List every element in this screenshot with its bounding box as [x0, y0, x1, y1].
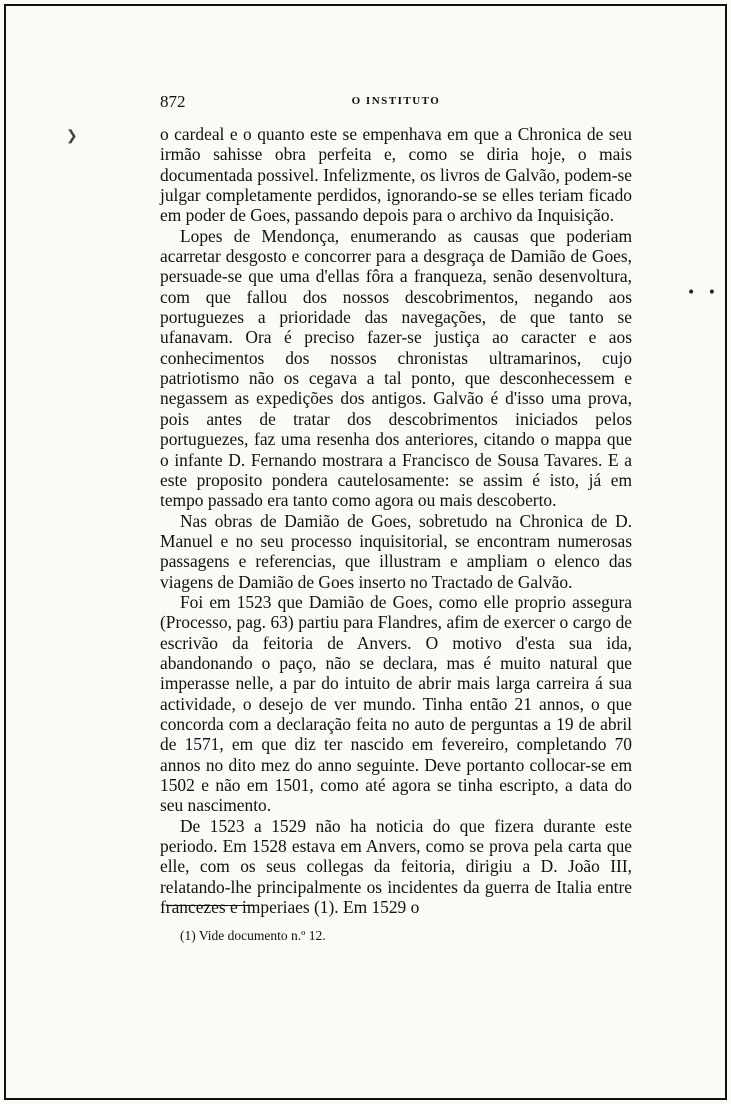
paragraph: De 1523 a 1529 não ha noticia do que fizera durante este periodo. Em 1528 estava em Anvers, como se prova pela carta que elle, com os seus collegas da feitoria, dirigiu a D. João III, relatando-lhe principalmente os incidentes da guerra de Italia entre francezes e imperiaes (1). Em 1529 o: [160, 815, 632, 918]
page-number: 872: [160, 92, 186, 111]
paragraph: Nas obras de Damião de Goes, sobretudo na Chronica de D. Manuel e no seu processo inquisitorial, se encontram numerosas passagens e referencias, que illustram e ampliam o elenco das viagens de Damião de Goes inserto no Tractado de Galvão.: [160, 510, 632, 592]
body-text: [160, 124, 632, 917]
paragraph: Foi em 1523 que Damião de Goes, como elle proprio assegura (Processo, pag. 63) partiu para Flandres, afim de exercer o cargo de escrivão da feitoria de Anvers. O motivo d'esta sua ida, abandonando o paço, não se declara, mas é muito natural que imperasse nelle, a par do intuito de abrir mais larga carreira á sua actividade, o desejo de ver mundo. Tinha então 21 annos, o que concorda com a declaração feita no auto de perguntas a 19 de abril de 1571, em que diz ter nascido em fevereiro, completando 70 annos no dito mez do anno seguinte. Deve portanto collocar-se em 1502 e não em 1501, como até agora se tinha escripto, a data do seu nascimento.: [160, 591, 632, 816]
page-header: [160, 92, 632, 114]
paragraph: o cardeal e o quanto este se empenhava em que a Chronica de seu irmão sahisse obra perfeita e, como se diria hoje, o mais documentada possivel. Infelizmente, os livros de Galvão, podem-se julgar completamente perdidos, ignorando-se se elles teriam ficado em poder de Goes, passando depois para o archivo da Inquisição.: [160, 124, 632, 226]
running-title: O INSTITUTO: [351, 95, 441, 107]
margin-speck-icon: ❯: [66, 128, 78, 144]
paragraph: Lopes de Mendonça, enumerando as causas que poderiam acarretar desgosto e concorrer para a desgraça de Damião de Goes, persuade-se que uma d'ellas fôra a franqueza, senão desenvoltura, com que fallou dos nossos descobrimentos, negando aos portuguezes a prioridade das navegações, de que tanto se ufanavam. Ora é preciso fazer-se justiça ao caracter e aos conhecimentos dos nossos chronistas ultramarinos, cujo patriotismo não os cegava a tal ponto, que desconhecessem e negassem as expedições dos antigos. Galvão é d'isso uma prova, pois antes de tratar dos descobrimentos iniciados pelos portuguezes, faz uma resenha dos anteriores, citando o mappa que o infante D. Fernando mostrara a Francisco de Sousa Tavares. E a este proposito pondera cautelosamente: se assim é isto, já em tempo passado era tanto como agora ou mais descoberto.: [160, 225, 632, 511]
footnote: (1) Vide documento n.º 12.: [180, 928, 326, 943]
margin-marks: • •: [687, 285, 720, 301]
footnote-rule: [166, 905, 254, 906]
